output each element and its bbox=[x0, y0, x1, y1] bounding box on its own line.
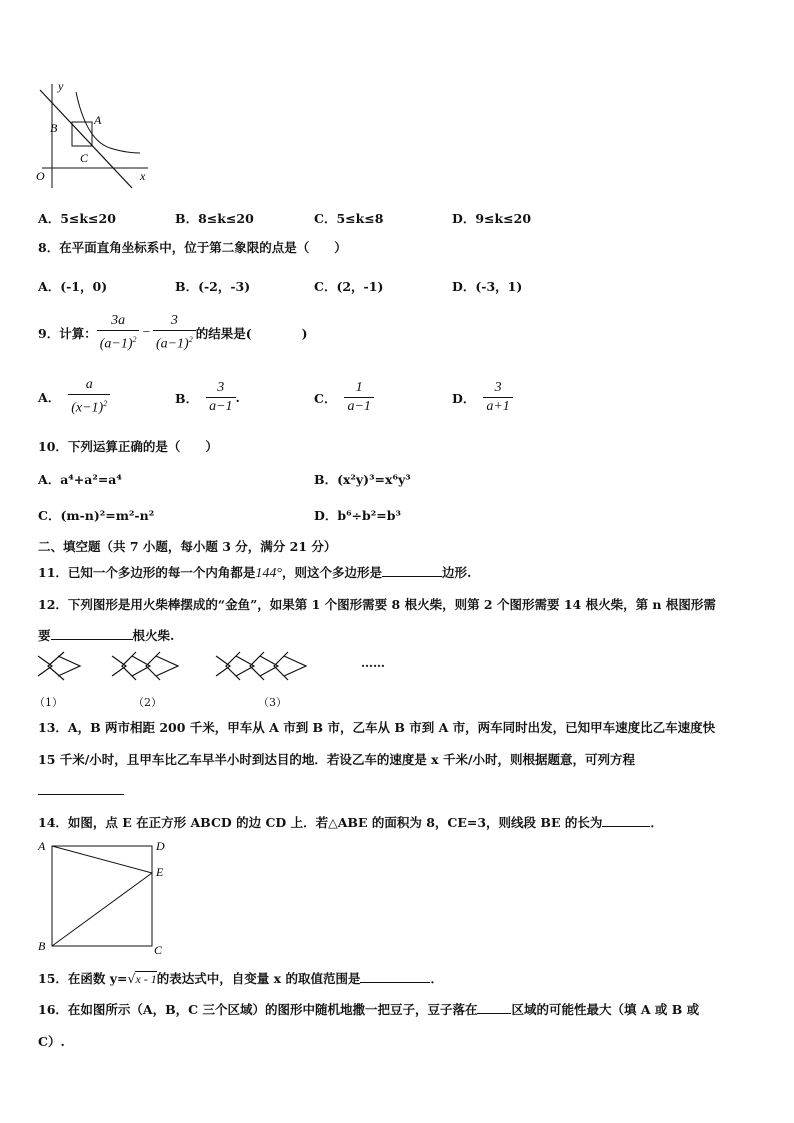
q13-line-1: 13．A，B 两市相距 200 千米，甲车从 A 市到 B 市，乙车从 B 市到 A 市，两车同时出发，已知甲车速度比乙车速度快 bbox=[38, 720, 716, 735]
q9-option-d: D． $\frac{3}{a+1}$ bbox=[452, 379, 513, 416]
q16-line-2: C）. bbox=[38, 1034, 65, 1049]
q11: 11．已知一个多边形的每一个内角都是144°，则这个多边形是 边形. bbox=[38, 565, 472, 581]
q14-square-figure bbox=[36, 838, 172, 958]
q16-answer-blank bbox=[477, 1001, 511, 1014]
q7-option-c: C．5≤k≤8 bbox=[314, 211, 384, 226]
vertex-a-label: A bbox=[38, 839, 46, 853]
q9-suffix: 的结果是( ) bbox=[195, 325, 308, 341]
q11-answer-blank bbox=[382, 564, 442, 577]
q9-option-a: A． $\frac{a}{(x-1)^2}$ bbox=[38, 376, 110, 418]
q8-stem: 8．在平面直角坐标系中，位于第二象限的点是（ ） bbox=[38, 240, 347, 255]
q12-line-2: 要 根火柴. bbox=[38, 628, 175, 643]
q8-option-b: B．(-2，-3) bbox=[175, 279, 251, 294]
q14-answer-blank bbox=[602, 814, 650, 827]
point-b-label: B bbox=[50, 121, 58, 135]
q9-fraction-2: $\frac{3}{(a-1)^2}$ bbox=[153, 312, 196, 354]
q12-goldfish-figures bbox=[36, 648, 346, 692]
q7-option-d: D．9≤k≤20 bbox=[452, 211, 532, 226]
q15-radicand: x - 1 bbox=[135, 972, 157, 986]
section-2-heading: 二、填空题（共 7 小题，每小题 3 分，满分 21 分） bbox=[38, 539, 337, 554]
q8-option-a: A．(-1，0) bbox=[38, 279, 108, 294]
q13-line-2: 15 千米/小时，且甲车比乙车早半小时到达目的地．若设乙车的速度是 x 千米/小时，则根据题意，可列方程 bbox=[38, 752, 636, 767]
vertex-b-label: B bbox=[38, 939, 46, 953]
point-e-label: E bbox=[156, 865, 164, 879]
vertex-c-label: C bbox=[154, 943, 163, 957]
q9-fraction-1: $\frac{3a}{(a-1)^2}$ bbox=[97, 312, 140, 354]
axis-y-label: y bbox=[58, 80, 64, 93]
q13-answer-blank bbox=[38, 794, 124, 795]
q7-option-b: B．8≤k≤20 bbox=[175, 211, 254, 226]
point-a-label: A bbox=[94, 113, 102, 127]
axis-x-label: x bbox=[140, 169, 146, 183]
q7-figure bbox=[34, 80, 152, 190]
origin-label: O bbox=[36, 169, 45, 183]
q9-option-c: C． $\frac{1}{a-1}$ bbox=[314, 379, 374, 416]
q12-ellipsis: …… bbox=[361, 656, 385, 670]
q10-option-c: C．(m-n)²=m²-n² bbox=[38, 508, 155, 523]
q12-answer-blank bbox=[51, 627, 133, 640]
q16-line-1: 16．在如图所示（A，B，C 三个区域）的图形中随机地撒一把豆子，豆子落在 区域的可能性最大（填 A 或 B 或 bbox=[38, 1002, 700, 1017]
q9-prefix: 9．计算： bbox=[38, 325, 97, 341]
q10-option-b: B．(x²y)³=x⁶y³ bbox=[314, 472, 411, 487]
vertex-d-label: D bbox=[156, 839, 165, 853]
q8-option-c: C．(2，-1) bbox=[314, 279, 384, 294]
q9-option-b: B． $\frac{3}{a-1}$ . bbox=[175, 380, 240, 414]
q10-option-d: D．b⁶÷b²=b³ bbox=[314, 508, 401, 523]
q15-stem: 15．在函数 y=√x - 1的表达式中，自变量 x 的取值范围是 ． bbox=[38, 971, 443, 986]
q10-stem: 10．下列运算正确的是（ ） bbox=[38, 439, 218, 454]
q9-stem: 9．计算： $\frac{3a}{(a-1)^2}$ − $\frac{3}{(a-1)^2}$ 的结果是( ) bbox=[38, 313, 308, 352]
point-c-label: C bbox=[80, 151, 89, 165]
q8-option-d: D．(-3，1) bbox=[452, 279, 523, 294]
q14-stem: 14．如图，点 E 在正方形 ABCD 的边 CD 上．若△ABE 的面积为 8，CE=3，则线段 BE 的长为 ． bbox=[38, 815, 663, 830]
q12-label-3: （3） bbox=[258, 696, 287, 709]
q15-answer-blank bbox=[360, 970, 430, 983]
q12-label-2: （2） bbox=[133, 696, 162, 709]
q7-option-a: A．5≤k≤20 bbox=[38, 211, 116, 226]
q12-line-1: 12．下列图形是用火柴棒摆成的“金鱼”，如果第 1 个图形需要 8 根火柴，则第 2 个图形需要 14 根火柴，第 n 根图形需 bbox=[38, 597, 716, 612]
q12-label-1: （1） bbox=[34, 696, 63, 709]
q10-option-a: A．a⁴+a²=a⁴ bbox=[38, 472, 122, 487]
